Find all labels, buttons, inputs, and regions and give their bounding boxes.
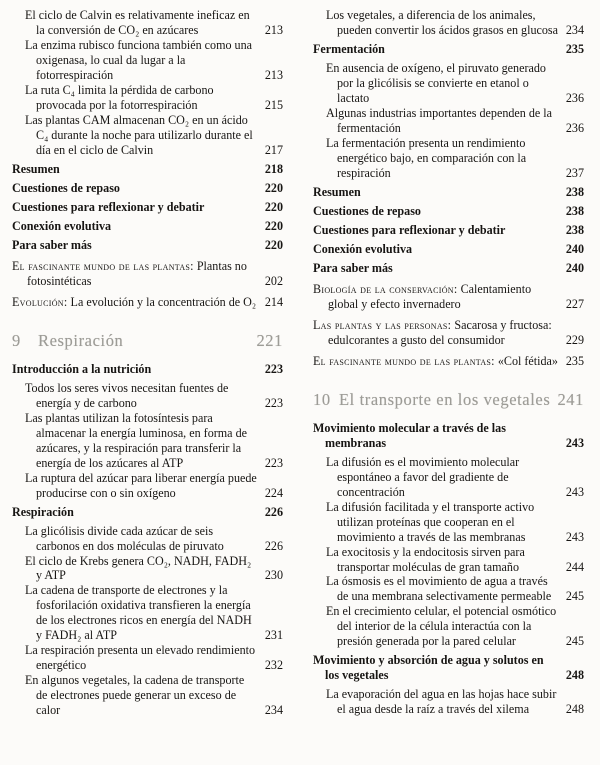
toc-entry-text: Las plantas utilizan la fotosíntesis para almacenar la energía luminosa, en forma de azúcares, y la respiración para transferir la energía de los azúcares al ATP bbox=[25, 410, 247, 470]
toc-entry-page: 243 bbox=[565, 529, 584, 544]
toc-column-right bbox=[313, 8, 584, 757]
toc-entry-text: La ósmosis es el movimiento de agua a través de una membrana selectivamente permeable bbox=[326, 574, 552, 604]
chapter-title: Respiración bbox=[38, 330, 124, 350]
toc-entry-page: 240 bbox=[565, 241, 584, 256]
toc-entry-page: 248 bbox=[565, 702, 584, 717]
toc-entry-page: 230 bbox=[264, 568, 283, 583]
toc-entry-text: La difusión es el movimiento molecular espontáneo a favor del gradiente de concentración bbox=[326, 454, 520, 499]
toc-entry-text: El ciclo de Calvin es relativamente ineficaz en la conversión de CO₂ en azúcares bbox=[25, 8, 250, 37]
toc-entry-page: 232 bbox=[264, 658, 283, 673]
toc-entry bbox=[12, 181, 283, 196]
toc-entry bbox=[313, 545, 584, 575]
toc-entry-page: 226 bbox=[264, 538, 283, 553]
chapter-heading bbox=[313, 391, 584, 410]
toc-entry-page: 238 bbox=[565, 222, 584, 237]
toc-entry-page: 220 bbox=[264, 218, 283, 233]
toc-entry bbox=[12, 113, 283, 158]
chapter-number: 9 bbox=[12, 330, 21, 350]
toc-entry-page: 234 bbox=[264, 703, 283, 718]
toc-entry bbox=[12, 162, 283, 177]
toc-entry bbox=[12, 219, 283, 234]
toc-entry-page: 223 bbox=[264, 361, 283, 376]
toc-entry-text: La respiración presenta un elevado rendimiento energético bbox=[25, 643, 256, 673]
toc-entry-page: 238 bbox=[565, 203, 584, 218]
toc-entry-page: 235 bbox=[565, 41, 584, 56]
toc-entry-text: Evolución: La evolución y la concentración de O₂ bbox=[12, 294, 257, 309]
toc-entry-page: 202 bbox=[264, 273, 283, 288]
toc-entry bbox=[313, 61, 584, 106]
toc-entry-text: Las plantas y las personas: Sacarosa y fructosa: edulcorantes a gusto del consumidor bbox=[313, 317, 552, 347]
toc-entry bbox=[313, 42, 584, 57]
toc-entry bbox=[313, 604, 584, 649]
toc-entry-text: Para saber más bbox=[313, 260, 393, 275]
toc-entry bbox=[313, 106, 584, 136]
toc-entry-page: 243 bbox=[565, 435, 584, 450]
toc-entry-page: 244 bbox=[565, 559, 584, 574]
toc-entry-page: 213 bbox=[264, 22, 283, 37]
toc-entry-page: 235 bbox=[565, 353, 584, 368]
toc-entry-text: Resumen bbox=[12, 161, 60, 176]
toc-entry bbox=[12, 583, 283, 643]
toc-entry-text: La exocitosis y la endocitosis sirven para transportar moléculas de gran tamaño bbox=[326, 544, 525, 574]
toc-entry-page: 220 bbox=[264, 237, 283, 252]
toc-entry-page: 231 bbox=[264, 628, 283, 643]
toc-entry-page: 245 bbox=[565, 634, 584, 649]
toc-entry bbox=[313, 223, 584, 238]
toc-entry-page: 224 bbox=[264, 485, 283, 500]
toc-entry-text: La ruta C₄ limita la pérdida de carbono provocada por la fotorrespiración bbox=[25, 82, 214, 112]
toc-entry bbox=[12, 259, 283, 289]
toc-entry bbox=[313, 574, 584, 604]
toc-entry bbox=[12, 38, 283, 83]
toc-entry-page: 221 bbox=[256, 330, 283, 350]
toc-entry-page: 218 bbox=[264, 161, 283, 176]
toc-entry-text: La ruptura del azúcar para liberar energía puede producirse con o sin oxígeno bbox=[25, 470, 257, 500]
toc-entry-text: La fermentación presenta un rendimiento energético bajo, en comparación con la respiración bbox=[326, 135, 527, 180]
toc-entry-text: Introducción a la nutrición bbox=[12, 361, 152, 376]
toc-entry bbox=[313, 318, 584, 348]
feature-label: El fascinante mundo de las plantas: bbox=[313, 353, 495, 368]
feature-label: Biología de la conservación: bbox=[313, 281, 458, 296]
toc-entry bbox=[313, 282, 584, 312]
toc-entry-text: El ciclo de Krebs genera CO₂, NADH, FADH₂ y ATP bbox=[25, 553, 252, 583]
toc-entry-text: Resumen bbox=[313, 184, 361, 199]
toc-entry-text: En el crecimiento celular, el potencial osmótico del interior de la célula interactúa con la presión generada por la pared celular bbox=[326, 604, 557, 649]
toc-entry-page: 223 bbox=[264, 395, 283, 410]
toc-entry-page: 234 bbox=[565, 22, 584, 37]
toc-entry-page: 240 bbox=[565, 260, 584, 275]
toc-entry bbox=[12, 673, 283, 718]
toc-entry-page: 237 bbox=[565, 165, 584, 180]
toc-entry-text: Cuestiones para reflexionar y debatir bbox=[313, 222, 506, 237]
toc-entry-text: Conexión evolutiva bbox=[313, 241, 413, 256]
toc-column-left bbox=[12, 8, 283, 757]
toc-entry-page: 213 bbox=[264, 67, 283, 82]
toc-entry bbox=[12, 505, 283, 520]
toc-entry bbox=[12, 411, 283, 471]
toc-entry-text: La cadena de transporte de electrones y la fosforilación oxidativa transfieren la energía de los electrones ricos en energía del NADH y FADH₂ al ATP bbox=[25, 583, 252, 643]
toc-entry-text: El fascinante mundo de las plantas: Plantas no fotosintéticas bbox=[12, 258, 247, 288]
toc-entry bbox=[12, 524, 283, 554]
toc-entry-page: 214 bbox=[264, 294, 283, 309]
toc-entry bbox=[12, 381, 283, 411]
toc-entry-page: 217 bbox=[264, 142, 283, 157]
toc-entry bbox=[313, 242, 584, 257]
toc-entry-page: 248 bbox=[565, 668, 584, 683]
toc-entry bbox=[313, 500, 584, 545]
toc-entry bbox=[12, 238, 283, 253]
toc-entry-text: Cuestiones para reflexionar y debatir bbox=[12, 199, 205, 214]
toc-entry-page: 241 bbox=[557, 389, 584, 409]
feature-label: Las plantas y las personas: bbox=[313, 317, 452, 332]
toc-entry-text: Respiración bbox=[12, 504, 74, 519]
toc-entry-page: 220 bbox=[264, 199, 283, 214]
toc-entry bbox=[313, 687, 584, 717]
toc-entry bbox=[12, 295, 283, 310]
chapter-number: 10 bbox=[313, 389, 331, 409]
toc-entry-text: La glicólisis divide cada azúcar de seis carbonos en dos moléculas de piruvato bbox=[25, 523, 224, 553]
toc-entry-text: Cuestiones de repaso bbox=[12, 180, 120, 195]
toc-entry-page: 226 bbox=[264, 504, 283, 519]
toc-entry bbox=[12, 8, 283, 38]
chapter-heading bbox=[12, 332, 283, 351]
toc-entry-text: Fermentación bbox=[313, 41, 385, 56]
toc-entry-text: Los vegetales, a diferencia de los animales, pueden convertir los ácidos grasos en glucosa bbox=[326, 8, 558, 37]
toc-entry-text: Las plantas CAM almacenan CO₂ en un ácido C₄ durante la noche para utilizarlo durante el día en el ciclo de Calvin bbox=[25, 112, 253, 157]
toc-entry-text: Algunas industrias importantes dependen de la fermentación bbox=[326, 105, 553, 135]
toc-entry-text bbox=[12, 332, 249, 351]
toc-entry-page: 223 bbox=[264, 455, 283, 470]
toc-entry-text: En ausencia de oxígeno, el piruvato generado por la glicólisis se convierte en etanol o lactato bbox=[326, 60, 546, 105]
toc-entry-page: 227 bbox=[565, 296, 584, 311]
toc-entry-text: Todos los seres vivos necesitan fuentes de energía y de carbono bbox=[25, 380, 229, 410]
toc-entry-page: 238 bbox=[565, 184, 584, 199]
toc-entry bbox=[12, 83, 283, 113]
toc-entry bbox=[313, 261, 584, 276]
toc-entry-text: El fascinante mundo de las plantas: «Col fétida» bbox=[313, 353, 558, 368]
chapter-title: El transporte en los vegetales bbox=[339, 389, 551, 409]
toc-entry bbox=[12, 643, 283, 673]
toc-entry-page: 236 bbox=[565, 120, 584, 135]
toc-entry-page: 220 bbox=[264, 180, 283, 195]
toc-entry-page: 243 bbox=[565, 484, 584, 499]
toc-entry-page: 215 bbox=[264, 97, 283, 112]
toc-entry-page: 245 bbox=[565, 589, 584, 604]
toc-entry-text bbox=[313, 391, 550, 410]
toc-entry-text: Para saber más bbox=[12, 237, 92, 252]
toc-entry bbox=[313, 204, 584, 219]
toc-entry-text: En algunos vegetales, la cadena de transporte de electrones puede generar un exceso de calor bbox=[25, 673, 245, 718]
toc-entry-text: La difusión facilitada y el transporte activo utilizan proteínas que cooperan en el movimiento a través de las membranas bbox=[326, 499, 535, 544]
feature-label: El fascinante mundo de las plantas: bbox=[12, 258, 194, 273]
toc-entry bbox=[12, 200, 283, 215]
toc-entry bbox=[12, 471, 283, 501]
toc-entry-text: Cuestiones de repaso bbox=[313, 203, 421, 218]
toc-entry bbox=[313, 455, 584, 500]
toc-entry-page: 236 bbox=[565, 90, 584, 105]
toc-entry bbox=[313, 653, 584, 683]
toc-entry bbox=[313, 354, 584, 369]
toc-entry-text: La enzima rubisco funciona también como una oxigenasa, lo cual da lugar a la fotorrespiración bbox=[25, 37, 253, 82]
toc-entry-text: La evaporación del agua en las hojas hace subir el agua desde la raíz a través del xilema bbox=[326, 687, 557, 717]
toc-entry bbox=[313, 185, 584, 200]
toc-entry-text: Conexión evolutiva bbox=[12, 218, 112, 233]
toc-entry-text: Movimiento y absorción de agua y solutos en los vegetales bbox=[313, 653, 544, 683]
toc-entry bbox=[12, 362, 283, 377]
toc-entry bbox=[313, 136, 584, 181]
toc-entry bbox=[313, 8, 584, 38]
toc-entry-page: 229 bbox=[565, 332, 584, 347]
toc-entry bbox=[12, 554, 283, 584]
toc-entry-text: Movimiento molecular a través de las membranas bbox=[313, 420, 506, 450]
feature-label: Evolución: bbox=[12, 294, 68, 309]
toc-entry bbox=[313, 421, 584, 451]
toc-entry-text: Biología de la conservación: Calentamiento global y efecto invernadero bbox=[313, 281, 532, 311]
